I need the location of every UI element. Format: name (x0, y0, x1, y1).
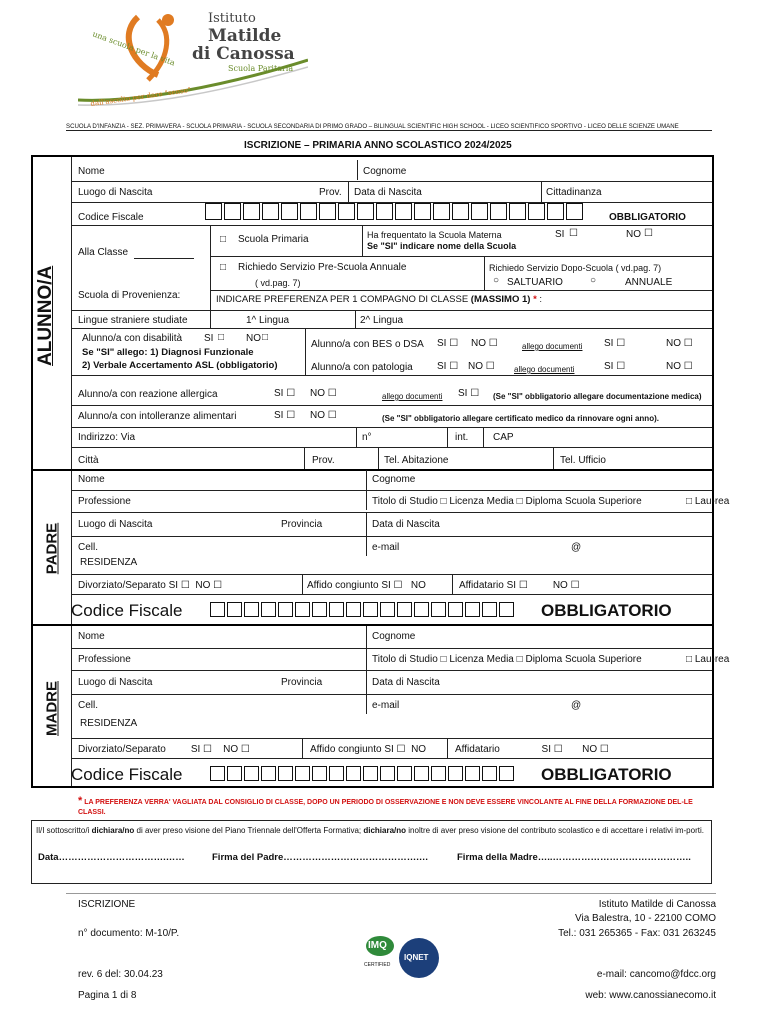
label-dopo-scuola: Richiedo Servizio Dopo-Scuola ( vd.pag. 7) (489, 263, 662, 273)
madre-at: @ (571, 700, 582, 711)
padre-luogo: Luogo di Nascita (78, 519, 153, 530)
footer-documento: n° documento: M-10/P. (78, 928, 180, 939)
section-label-alunno: ALUNNO/A (35, 265, 56, 366)
firma-padre-field[interactable]: Firma del Padre…………………………………….… (212, 852, 429, 863)
padre-data: Data di Nascita (372, 519, 440, 530)
padre-email: e-mail (372, 542, 400, 553)
label-cap: CAP (493, 432, 514, 443)
declaration-text: Il/I sottoscritto/i dichiara/no di aver preso visione del Piano Triennale dell'Offerta Formativa; dichiara/no inoltre di aver preso visione del contributo scolastico e di accettare i relativi im-porti. (36, 826, 704, 835)
codice-fiscale-boxes-padre[interactable] (210, 602, 516, 622)
label-disab-si: SI (204, 333, 214, 344)
label-lingua2: 2^ Lingua (360, 315, 404, 326)
logo-arc-top: una scuola per la vita (91, 29, 177, 68)
madre-affido: Affido congiunto SI ☐ NO (310, 744, 427, 755)
label-annuale: ANNUALE (625, 277, 673, 288)
intoll-note: (Se "SI" obbligatorio allegare certificato medico da rinnovare ogni anno). (382, 414, 659, 423)
padre-cell: Cell. (78, 542, 99, 553)
madre-cell: Cell. (78, 700, 99, 711)
label-cognome: Cognome (363, 166, 407, 177)
label-bes: Alunno/a con BES o DSA (311, 339, 424, 350)
data-field[interactable]: Data…………………………….…… (38, 852, 185, 863)
checkbox-allego-pat-no[interactable]: NO ☐ (666, 361, 693, 372)
madre-residenza: RESIDENZA (80, 718, 138, 729)
label-materna-si: SI (555, 229, 565, 240)
checkbox-scuola-primaria[interactable]: □ (220, 234, 227, 245)
label-pre-scuola: Richiedo Servizio Pre-Scuola Annuale (238, 262, 407, 273)
school-list: SCUOLA D'INFANZIA - SEZ. PRIMAVERA - SCUOLA PRIMARIA - SCUOLA SECONDARIA DI PRIMO GRADO – BILINGUAL SCIENTIFIC HIGH SCHOOL - LICEO SCIENTIFICO SPORTIVO - LICEO DELLE SCIENZE UMANE (66, 123, 679, 130)
label-numero: n° (362, 432, 372, 443)
madre-cf-label: Codice Fiscale (71, 765, 183, 784)
label-intolleranze: Alunno/a con intolleranze alimentari (78, 411, 237, 422)
madre-nome: Nome (78, 631, 105, 642)
footer-email: e-mail: cancomo@fdcc.org (596, 969, 716, 980)
section-label-madre: MADRE (43, 681, 61, 736)
label-tel-abitazione: Tel. Abitazione (384, 455, 449, 466)
checkbox-pre-scuola[interactable]: □ (220, 262, 227, 273)
madre-professione: Professione (78, 654, 131, 665)
label-indirizzo: Indirizzo: Via (78, 432, 136, 443)
checkbox-reazione-si[interactable]: SI ☐ (274, 388, 296, 399)
label-nome: Nome (78, 166, 105, 177)
label-patologia: Alunno/a con patologia (311, 362, 413, 373)
padre-cognome: Cognome (372, 474, 416, 485)
label-tel-ufficio: Tel. Ufficio (560, 455, 606, 466)
imq-certification-logo: IMQ CERTIFIED (360, 936, 400, 978)
checkbox-intoll-no[interactable]: NO ☐ (310, 410, 337, 421)
checkbox-allego-pat-si[interactable]: SI ☐ (604, 361, 626, 372)
padre-cf-label: Codice Fiscale (71, 601, 183, 620)
checkbox-pat-no[interactable]: NO ☐ (468, 361, 495, 372)
padre-residenza: RESIDENZA (80, 557, 138, 568)
footer-pagina: Pagina 1 di 8 (78, 990, 137, 1001)
logo-line4: Scuola Paritaria (228, 64, 294, 73)
form-title: ISCRIZIONE – PRIMARIA ANNO SCOLASTICO 2024/2025 (244, 140, 512, 151)
checkbox-allego-bes-si[interactable]: SI ☐ (604, 338, 626, 349)
madre-affidatario: Affidatario SI ☐ NO ☐ (455, 744, 609, 755)
materna-note: Se "SI" indicare nome della Scuola (367, 241, 517, 251)
firma-madre-field[interactable]: Firma della Madre…..…………………………………….. (457, 852, 691, 863)
label-disabilita: Alunno/a con disabilità (82, 333, 183, 344)
padre-affido: Affido congiunto SI ☐ NO (307, 580, 426, 591)
padre-laurea[interactable]: □ Lau-rea (686, 496, 730, 507)
obbligatorio-alunno: OBBLIGATORIO (609, 212, 686, 223)
codice-fiscale-boxes-alunno[interactable] (205, 203, 585, 225)
checkbox-disab-si[interactable]: □ (218, 332, 225, 343)
padre-provincia: Provincia (281, 519, 323, 530)
checkbox-bes-no[interactable]: NO ☐ (471, 338, 498, 349)
preferenza-note: * LA PREFERENZA VERRA' VAGLIATA DAL CONSIGLIO DI CLASSE, DOPO UN PERIODO DI OSSERVAZIONE E NON DEVE ESSERE VINCOLANTE AL FINE DELLA FORMAZIONE DEL-LE CLASSI. (78, 795, 693, 816)
section-label-padre: PADRE (43, 522, 61, 575)
label-data-nascita: Data di Nascita (354, 187, 422, 198)
madre-obbligatorio: OBBLIGATORIO (541, 765, 672, 784)
radio-annuale[interactable]: ○ (590, 275, 597, 286)
footer-web: web: www.canossianecomo.it (585, 990, 716, 1001)
label-materna: Ha frequentato la Scuola Materna (367, 230, 502, 240)
label-pre-scuola-ref: ( vd.pag. 7) (255, 278, 301, 288)
label-codice-fiscale: Codice Fiscale (78, 212, 144, 223)
checkbox-allego-reazione-si[interactable]: SI ☐ (458, 388, 480, 399)
footer-via: Via Balestra, 10 - 22100 COMO (575, 913, 716, 924)
madre-titolo: Titolo di Studio □ Licenza Media □ Diploma Scuola Superiore (372, 654, 642, 665)
label-citta: Città (78, 455, 99, 466)
label-provenienza: Scuola di Provenienza: (78, 290, 181, 301)
padre-titolo: Titolo di Studio □ Licenza Media □ Diploma Scuola Superiore (372, 496, 642, 507)
codice-fiscale-boxes-madre[interactable] (210, 766, 516, 786)
checkbox-materna-no[interactable]: ☐ (644, 228, 653, 239)
madre-laurea[interactable]: □ Lau-rea (686, 654, 730, 665)
label-disab-no: NO (246, 333, 261, 344)
label-lingue: Lingue straniere studiate (78, 315, 188, 326)
reazione-note: (Se "SI" obbligatorio allegare documentazione medica) (493, 392, 702, 401)
padre-divorziato: Divorziato/Separato SI ☐ NO ☐ (78, 580, 223, 591)
label-luogo-nascita: Luogo di Nascita (78, 187, 153, 198)
madre-email: e-mail (372, 700, 400, 711)
label-cittadinanza: Cittadinanza (546, 187, 602, 198)
allego-pat: allego documenti (514, 365, 575, 374)
iqnet-certification-logo: IQNET (399, 938, 439, 978)
madre-provincia: Provincia (281, 677, 323, 688)
madre-luogo: Luogo di Nascita (78, 677, 153, 688)
padre-professione: Professione (78, 496, 131, 507)
disab-note1: Se "SI" allego: 1) Diagnosi Funzionale (82, 347, 254, 358)
checkbox-bes-si[interactable]: SI ☐ (437, 338, 459, 349)
checkbox-allego-bes-no[interactable]: NO ☐ (666, 338, 693, 349)
logo-arc-bottom: dall'ascolto per dare "senso" (89, 85, 192, 109)
logo-line2: Matilde (208, 26, 282, 46)
disab-note2: 2) Verbale Accertamento ASL (obbligatorio) (82, 360, 278, 371)
padre-affidatario: Affidatario SI ☐ NO ☐ (459, 580, 580, 591)
label-materna-no: NO (626, 229, 641, 240)
label-reazione: Alunno/a con reazione allergica (78, 389, 218, 400)
label-alla-classe: Alla Classe (78, 247, 129, 258)
checkbox-intoll-si[interactable]: SI ☐ (274, 410, 296, 421)
label-scuola-primaria: Scuola Primaria (238, 234, 309, 245)
radio-saltuario[interactable]: ○ (493, 275, 500, 286)
label-lingua1: 1^ Lingua (246, 315, 290, 326)
madre-divorziato: Divorziato/Separato SI ☐ NO ☐ (78, 744, 250, 755)
footer-rev: rev. 6 del: 30.04.23 (78, 969, 163, 980)
label-int: int. (455, 432, 469, 443)
padre-nome: Nome (78, 474, 105, 485)
label-prov2: Prov. (312, 455, 335, 466)
checkbox-pat-si[interactable]: SI ☐ (437, 361, 459, 372)
allego-reazione: allego documenti (382, 392, 443, 401)
logo-line1: Istituto (208, 11, 256, 26)
logo-line3: di Canossa (192, 44, 295, 64)
footer-tel: Tel.: 031 265365 - Fax: 031 263245 (558, 928, 716, 939)
madre-cognome: Cognome (372, 631, 416, 642)
checkbox-disab-no[interactable]: □ (262, 332, 269, 343)
footer-ist: Istituto Matilde di Canossa (598, 899, 716, 910)
checkbox-materna-si[interactable]: ☐ (569, 228, 578, 239)
institute-logo (78, 5, 308, 110)
madre-data: Data di Nascita (372, 677, 440, 688)
allego-bes: allego documenti (522, 342, 583, 351)
label-prov: Prov. (319, 187, 342, 198)
label-preferenza: INDICARE PREFERENZA PER 1 COMPAGNO DI CLASSE (MASSIMO 1) * : (216, 294, 543, 305)
label-saltuario: SALTUARIO (507, 277, 563, 288)
padre-at: @ (571, 542, 582, 553)
padre-obbligatorio: OBBLIGATORIO (541, 601, 672, 620)
checkbox-reazione-no[interactable]: NO ☐ (310, 388, 337, 399)
footer-iscrizione: ISCRIZIONE (78, 899, 136, 910)
